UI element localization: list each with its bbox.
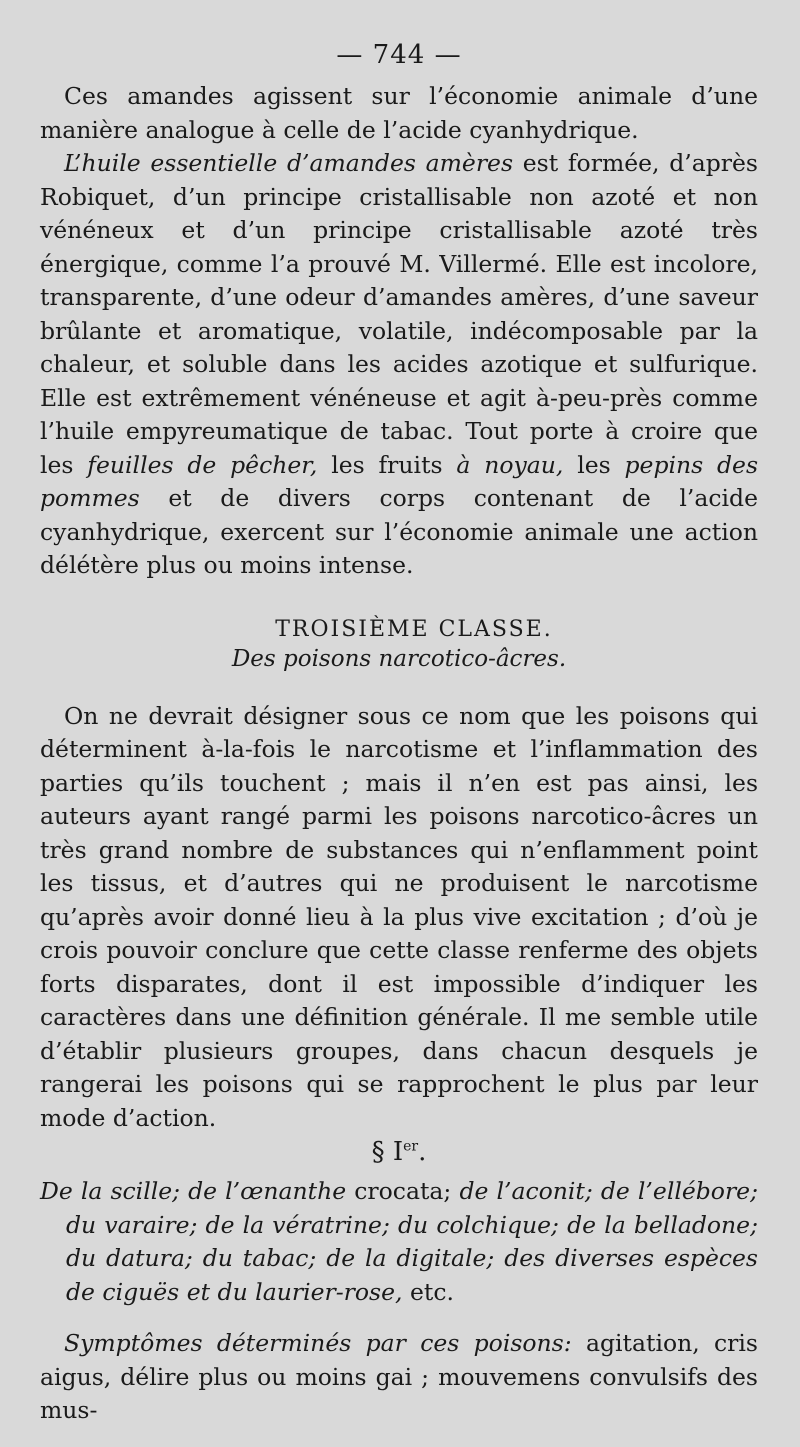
paragraph-symptoms <box>40 1327 758 1428</box>
text-run: etc. <box>402 1277 454 1306</box>
page-number: — 744 — <box>336 40 462 70</box>
section-superscript: er <box>403 1138 419 1155</box>
class-subheading: Des poisons narcotico-âcres. <box>231 645 567 672</box>
italic-run: de l’aconit; de l’ellébore; du varaire; de la vératrine; du colchique; de la belladone; du datura; du tabac; de la digitale; des diverses espèces de ciguës et du laurier-rose, <box>66 1177 759 1306</box>
text-run: crocata; <box>346 1177 460 1205</box>
poison-list <box>40 1175 758 1309</box>
paragraph-amandes: Ces amandes agissent sur l’économie animale d’une manière analogue à celle de l’acide cyanhydrique. <box>40 82 758 144</box>
text-run: agitation, cris aigus, délire plus ou moins gai ; mouvemens convulsifs des mus- <box>40 1329 758 1424</box>
italic-run: pepins des pommes <box>40 450 759 512</box>
text-run: les <box>563 450 625 479</box>
section-heading: § Ier. <box>371 1137 427 1167</box>
text-run: est formée, d’après Robiquet, d’un principe cristallisable non azoté et non vénéneux et d’un principe cristallisable azoté très énergique, comme l’a prouvé M. Villermé. Elle est incolore, transparente, d’une odeur d’amandes amères, d’une saveur brûlante et aromatique, volatile, indécomposable par la chaleur, et soluble dans les acides azotique et sulfurique. Elle est extrêmement vénéneuse et agit à-peu-près comme l’huile empyreumatique de tabac. Tout porte à croire que les <box>40 149 758 479</box>
class-heading: TROISIÈME CLASSE. <box>275 616 553 642</box>
paragraph-huile-essentielle <box>40 147 758 583</box>
italic-run: feuilles de pêcher, <box>87 450 318 479</box>
spacer <box>40 1309 758 1327</box>
italic-run: De la scille; de l’œnanthe <box>40 1177 347 1205</box>
text-run: et de divers corps contenant de l’acide cyanhydrique, exercent sur l’économie animale une action délétère plus ou moins intense. <box>40 484 758 579</box>
italic-lead: L’huile essentielle d’amandes amères <box>64 149 514 177</box>
text-run: les fruits <box>317 450 457 479</box>
italic-run: à noyau, <box>456 450 564 479</box>
paragraph-definition: On ne devrait désigner sous ce nom que les poisons qui déterminent à-la-fois le narcotisme et l’inflammation des parties qu’ils touchent ; mais il n’en est pas ainsi, les auteurs ayant rangé parmi les poisons narcotico-âcres un très grand nombre de substances qui n’enflamment point les tissus, et d’autres qui ne produisent le narcotisme qu’après avoir donné lieu à la plus vive excitation ; d’où je crois pouvoir conclure que cette classe renferme des objets forts disparates, dont il est impossible d’indiquer les caractères dans une définition générale. Il me semble utile d’établir plusieurs groupes, dans chacun desquels je rangerai les poisons qui se rapprochent le plus par leur mode d’action. <box>40 701 758 1132</box>
italic-lead: Symptômes déterminés par ces poisons: <box>64 1329 572 1357</box>
section-mark: § I <box>371 1137 404 1167</box>
